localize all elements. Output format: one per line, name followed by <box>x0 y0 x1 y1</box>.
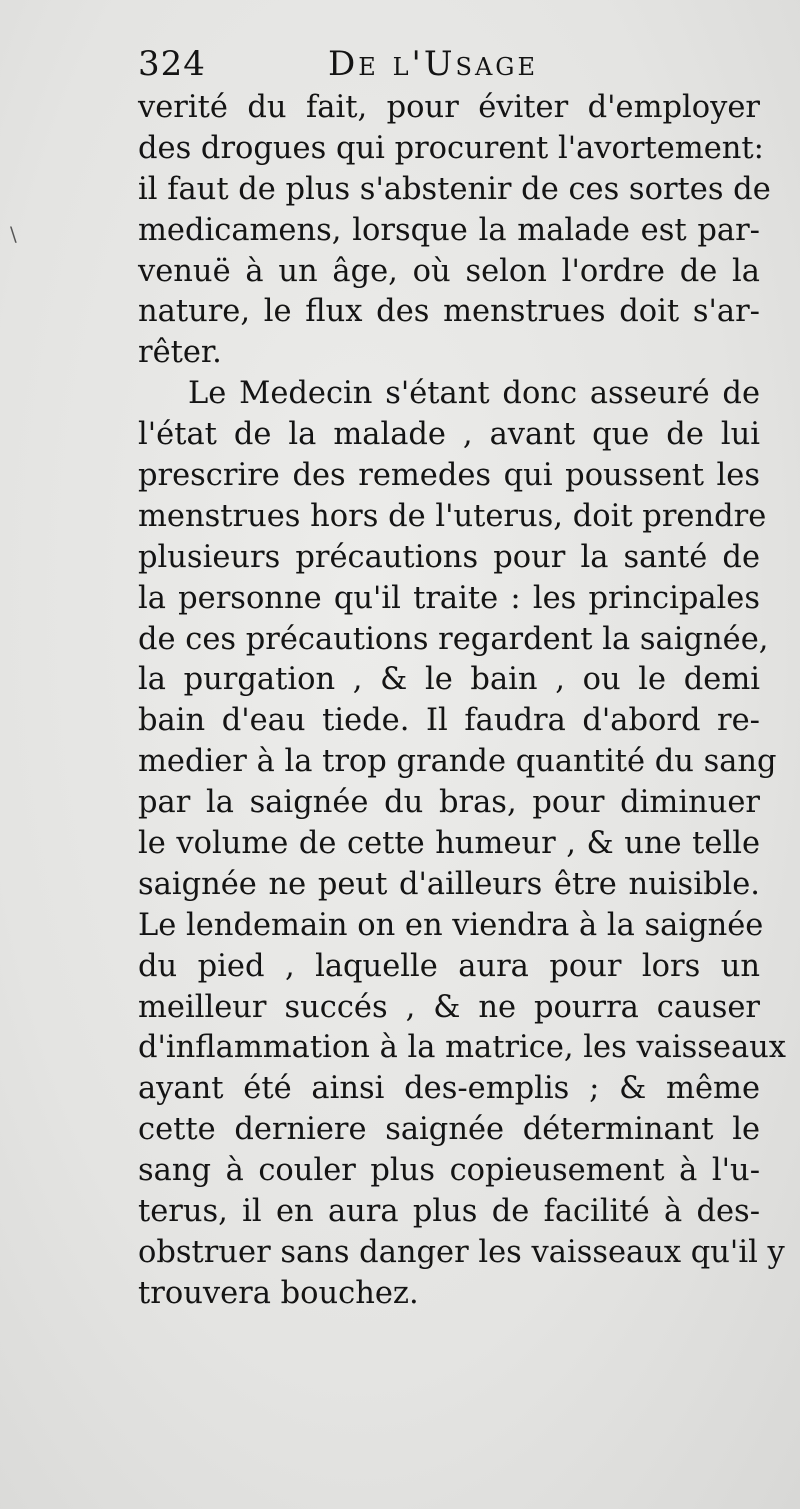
text-line-indented: Le Medecin s'étant donc asseuré de <box>188 376 760 412</box>
text-line: du pied , laquelle aura pour lors un <box>138 948 760 984</box>
text-line: nature, le flux des menstrues doit s'ar- <box>138 294 760 330</box>
text-line: sang à couler plus copieusement à l'u- <box>138 1153 760 1189</box>
text-line: prescrire des remedes qui poussent les <box>138 458 760 494</box>
text-line: des drogues qui procurent l'avortement: <box>138 130 764 166</box>
text-line: terus, il en aura plus de facilité à des- <box>138 1194 760 1230</box>
text-line: rêter. <box>138 335 222 371</box>
text-line: verité du fait, pour éviter d'employer <box>138 90 760 125</box>
text-line: bain d'eau tiede. Il faudra d'abord re- <box>138 703 760 739</box>
text-line: obstruer sans danger les vaisseaux qu'il y <box>138 1234 785 1270</box>
text-line: la personne qu'il traite : les principales <box>138 580 760 616</box>
text-line: saignée ne peut d'ailleurs être nuisible. <box>138 866 760 902</box>
text-line: de ces précautions regardent la saignée, <box>138 621 769 657</box>
text-line: medicamens, lorsque la malade est par- <box>138 212 760 248</box>
page-number: 324 <box>138 44 206 84</box>
body-text <box>138 88 787 1315</box>
text-line: plusieurs précautions pour la santé de <box>138 539 760 575</box>
text-line: le volume de cette humeur , & une telle <box>138 826 760 862</box>
text-line: menstrues hors de l'uterus, doit prendre <box>138 498 767 534</box>
text-line: l'état de la malade , avant que de lui <box>138 417 760 453</box>
margin-mark: \ <box>10 222 17 246</box>
text-line: trouvera bouchez. <box>138 1275 419 1311</box>
text-line: ayant été ainsi des-emplis ; & même <box>138 1071 760 1107</box>
page-header <box>138 44 608 94</box>
text-line: par la saignée du bras, pour diminuer <box>138 785 760 821</box>
text-line: meilleur succés , & ne pourra causer <box>138 989 760 1025</box>
text-line: cette derniere saignée déterminant le <box>138 1112 760 1148</box>
text-line: Le lendemain on en viendra à la saignée <box>138 907 764 943</box>
running-title: De l'Usage <box>328 44 538 84</box>
text-line: la purgation , & le bain , ou le demi <box>138 662 760 698</box>
text-line: il faut de plus s'abstenir de ces sortes de <box>138 171 771 207</box>
text-line: medier à la trop grande quantité du sang <box>138 744 777 780</box>
text-line: d'inflammation à la matrice, les vaisseaux <box>138 1030 787 1066</box>
text-line: venuë à un âge, où selon l'ordre de la <box>138 253 760 289</box>
